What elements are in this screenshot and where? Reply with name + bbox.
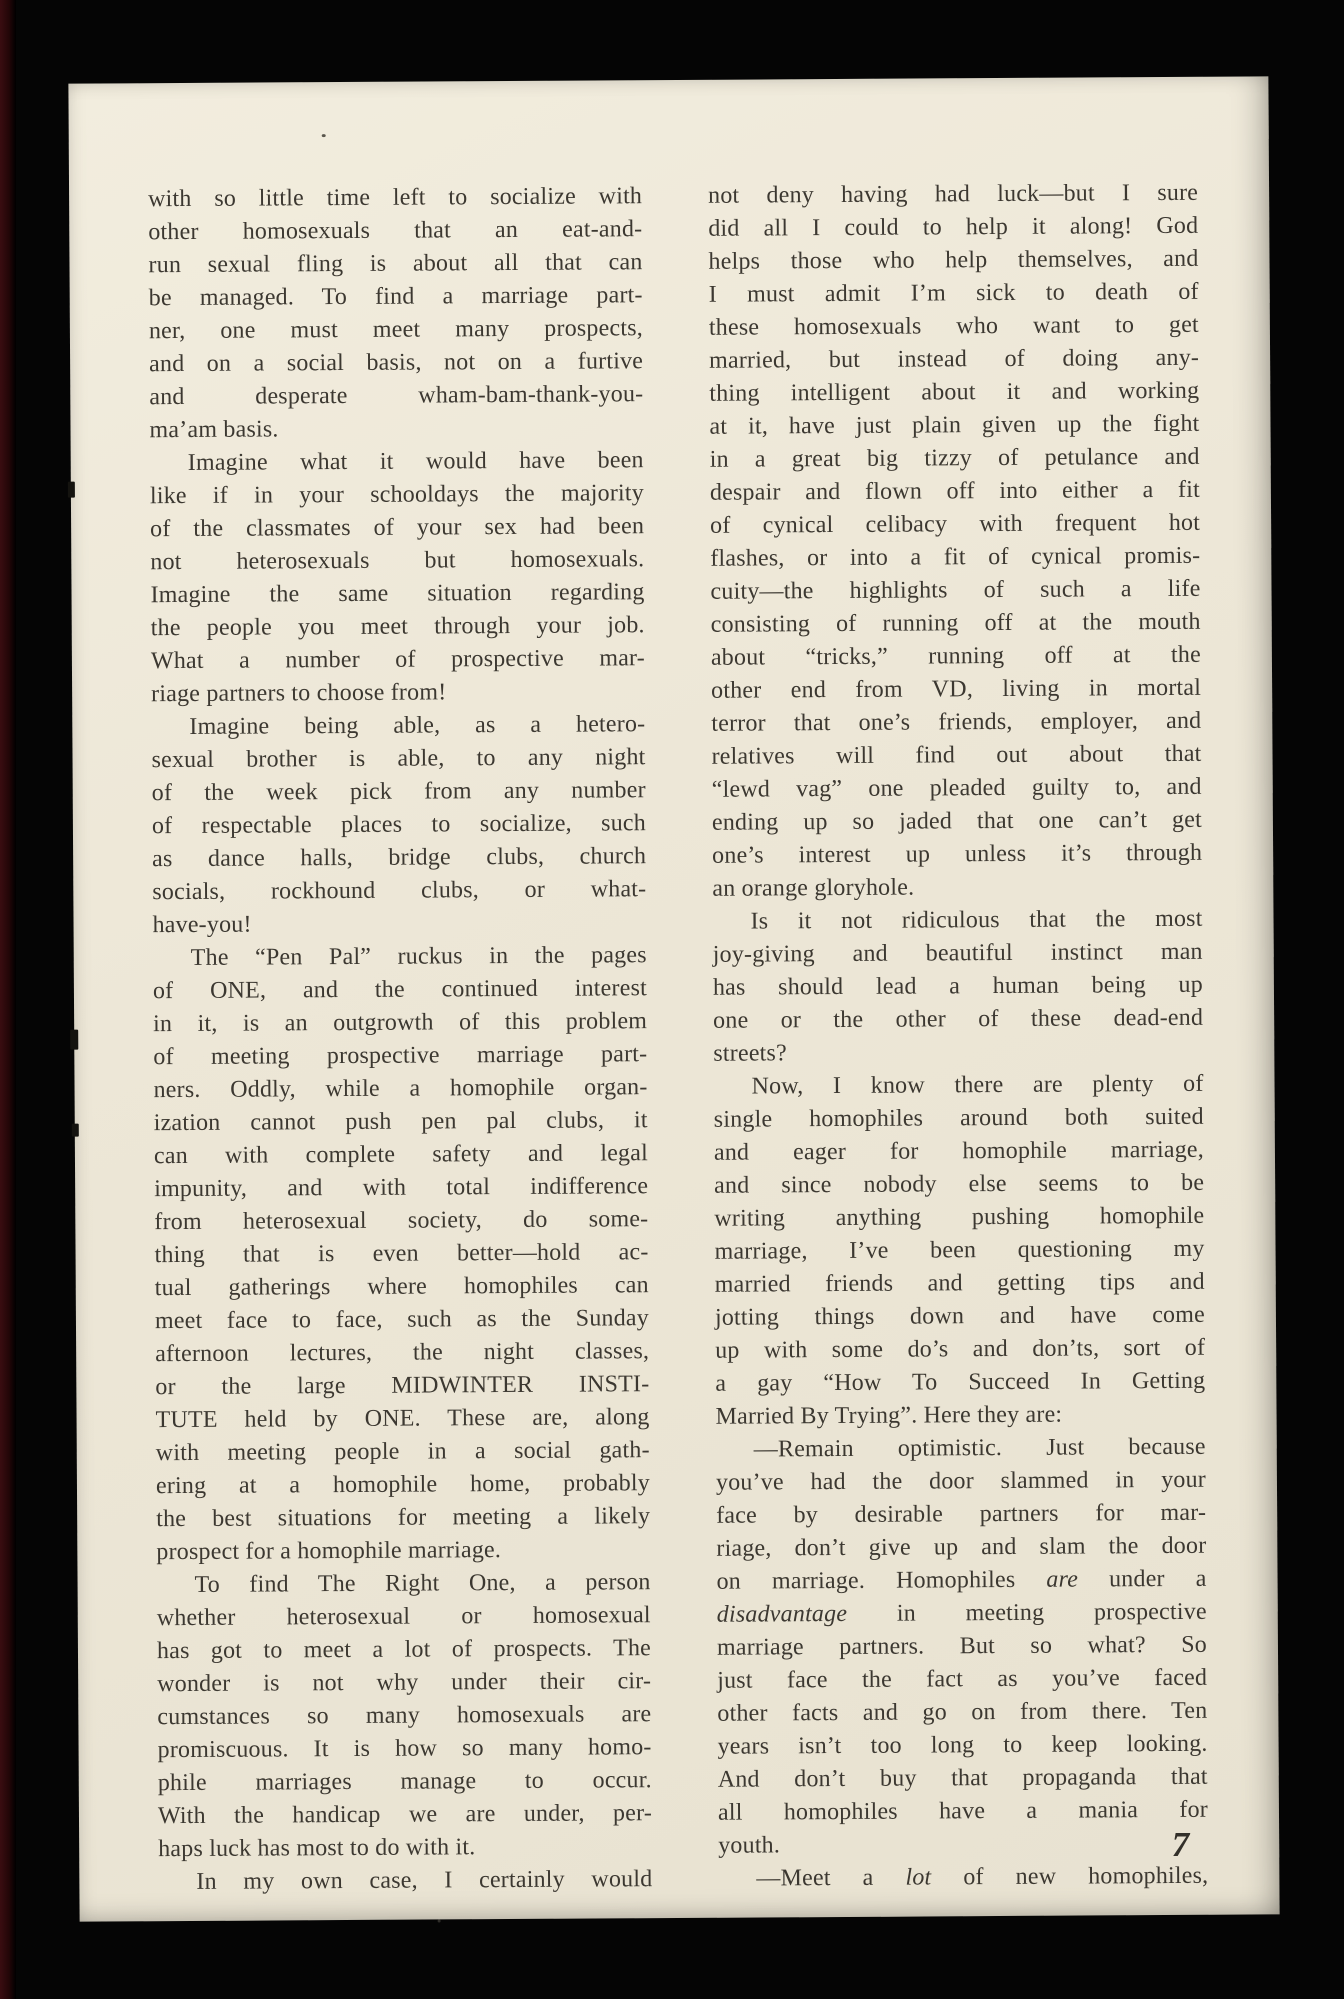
text-line: whether heterosexual or homosexual (156, 1602, 651, 1632)
binding-edge (0, 0, 16, 1999)
column-left (148, 180, 652, 1899)
text-line: ering at a homophile home, probably (155, 1470, 651, 1500)
text-line: impunity, and with total indifference (154, 1173, 649, 1203)
page-number: 7 (1171, 1824, 1190, 1864)
text-line: jotting things down and have come (714, 1301, 1206, 1331)
text-line: all homophiles have a mania for (717, 1796, 1209, 1826)
text-line: helps those who help themselves, and (708, 245, 1199, 275)
text-line: streets? (713, 1040, 787, 1067)
text-line: ma’am basis. (149, 416, 279, 444)
text-line: and desperate wham-bam-thank-you- (149, 381, 644, 411)
paragraph (713, 1068, 1205, 1434)
text-line: promiscuous. It is how so many homo- (157, 1734, 652, 1764)
text-line: these homosexuals who want to get (708, 311, 1199, 341)
paragraph (708, 177, 1202, 906)
text-line: from heterosexual society, do some- (154, 1206, 649, 1236)
text-line: riage, don’t give up and slam the door (716, 1532, 1207, 1562)
text-line: up with some do’s and don’ts, sort of (715, 1334, 1206, 1364)
text-line: other homosexuals that an eat-and- (148, 216, 643, 246)
text-line: of cynical celibacy with frequent hot (710, 509, 1201, 539)
text-line: one or the other of these dead-end (713, 1004, 1204, 1034)
text-line: haps luck has most to do with it. (158, 1834, 476, 1863)
text-line: joy-giving and beautiful instinct man (712, 938, 1203, 968)
page-edge-mark (72, 1124, 79, 1137)
text-line: be managed. To find a marriage part- (148, 282, 643, 312)
text-line: riage partners to choose from! (151, 679, 447, 708)
text-line: with so little time left to socialize with (148, 183, 643, 213)
text-line: “lewd vag” one pleaded guilty to, and (711, 773, 1202, 803)
text-line: To find The Right One, a person (194, 1569, 651, 1598)
text-line: ization cannot push pen pal clubs, it (153, 1107, 648, 1137)
text-line: like if in your schooldays the majority (149, 480, 644, 510)
paragraph (158, 1863, 652, 1899)
text-line: thing that is even better—hold ac- (154, 1239, 649, 1269)
text-line: —Meet a lot of new homophiles, (756, 1862, 1209, 1892)
text-line: in a great big tizzy of petulance and (709, 443, 1200, 473)
text-line: the best situations for meeting a likely (156, 1503, 651, 1533)
text-line: wonder is not why under their cir- (157, 1668, 652, 1698)
text-line: married, but instead of doing any- (709, 344, 1200, 374)
text-line: the people you meet through your job. (150, 612, 645, 642)
paragraph (148, 180, 644, 447)
text-line: consisting of running off at the mouth (710, 608, 1201, 638)
text-line: The “Pen Pal” ruckus in the pages (190, 942, 647, 971)
text-line: marriage, I’ve been questioning my (714, 1235, 1205, 1265)
text-line: disadvantage in meeting prospective (716, 1598, 1207, 1628)
magazine-page (68, 76, 1279, 1921)
text-line: ner, one must meet many prospects, (148, 315, 643, 345)
text-line: other end from VD, living in mortal (711, 674, 1202, 704)
text-line: did all I could to help it along! God (708, 212, 1199, 242)
text-line: with meeting people in a social gath- (155, 1437, 650, 1467)
text-line: In my own case, I certainly would (196, 1866, 653, 1895)
text-line: a gay “How To Succeed In Getting (715, 1367, 1206, 1397)
text-line: on marriage. Homophiles are under a (716, 1565, 1207, 1595)
ink-speck (438, 1919, 441, 1922)
text-line: —Remain optimistic. Just because (753, 1433, 1206, 1463)
text-line: Imagine being able, as a hetero- (189, 711, 646, 740)
text-line: writing anything pushing homophile (714, 1202, 1205, 1232)
text-line: of ONE, and the continued interest (152, 975, 648, 1005)
text-line: and on a social basis, not on a furtive (149, 348, 644, 378)
text-line: relatives will find out about that (711, 740, 1202, 770)
text-line: have-you! (152, 911, 252, 939)
text-line: cuity—the highlights of such a life (710, 575, 1201, 605)
text-line: has should lead a human being up (712, 971, 1204, 1001)
text-line: as dance halls, bridge clubs, church (152, 843, 647, 873)
text-line: of meeting prospective marriage part- (153, 1041, 648, 1071)
text-line: terror that one’s friends, employer, and (711, 707, 1202, 737)
text-line: phile marriages manage to occur. (157, 1767, 652, 1797)
text-line: Is it not ridiculous that the most (750, 905, 1203, 935)
page-edge-mark (68, 482, 75, 498)
text-line: face by desirable partners for mar- (716, 1499, 1207, 1529)
text-line: ending up so jaded that one can’t get (711, 806, 1202, 836)
text-line: Imagine what it would have been (187, 447, 644, 476)
text-line: prospect for a homophile marriage. (156, 1537, 502, 1566)
text-line: years isn’t too long to keep looking. (717, 1730, 1208, 1760)
text-line: meet face to face, such as the Sunday (154, 1305, 650, 1335)
text-line: or the large MIDWINTER INSTI- (155, 1371, 650, 1401)
column-right (708, 177, 1208, 1896)
text-line: Now, I know there are plenty of (751, 1070, 1204, 1100)
text-line: What a number of prospective mar- (150, 645, 645, 675)
text-line: just face the fact as you’ve faced (717, 1664, 1208, 1694)
text-line: tual gatherings where homophiles can (154, 1272, 649, 1302)
paragraph (716, 1431, 1209, 1863)
text-line: marriage partners. But so what? So (716, 1631, 1208, 1661)
text-line: despair and flown off into either a fit (709, 476, 1200, 506)
text-line: has got to meet a lot of prospects. The (156, 1635, 652, 1665)
paragraph (151, 708, 646, 942)
text-line: And don’t buy that propaganda that (717, 1763, 1208, 1793)
paragraph (712, 903, 1203, 1071)
ink-speck (322, 134, 326, 137)
text-line: of respectable places to socialize, such (151, 810, 647, 840)
text-line: sexual brother is able, to any night (151, 744, 646, 774)
paragraph (153, 939, 651, 1569)
text-line: married friends and getting tips and (714, 1268, 1205, 1298)
text-line: socials, rockhound clubs, or what- (152, 876, 647, 906)
text-line: about “tricks,” running off at the (710, 641, 1201, 671)
text-line: at it, have just plain given up the fight (709, 410, 1200, 440)
text-line: youth. (718, 1832, 781, 1859)
text-line: afternoon lectures, the night classes, (155, 1338, 650, 1368)
text-line: and eager for homophile marriage, (713, 1136, 1205, 1166)
paragraph (718, 1860, 1208, 1896)
text-line: can with complete safety and legal (153, 1140, 649, 1170)
text-line: not heterosexuals but homosexuals. (150, 546, 645, 576)
text-line: With the handicap we are under, per- (157, 1800, 653, 1830)
text-line: one’s interest up unless it’s through (712, 839, 1203, 869)
text-line: ners. Oddly, while a homophile organ- (153, 1074, 648, 1104)
text-line: not deny having had luck—but I sure (708, 179, 1199, 209)
text-line: and since nobody else seems to be (714, 1169, 1205, 1199)
text-line: run sexual fling is about all that can (148, 249, 643, 279)
text-line: Married By Trying”. Here they are: (715, 1401, 1063, 1430)
text-line: thing intelligent about it and working (709, 377, 1200, 407)
text-line: of the classmates of your sex had been (150, 513, 645, 543)
text-columns (148, 177, 1208, 1899)
text-line: cumstances so many homosexuals are (157, 1701, 652, 1731)
paragraph (150, 444, 646, 711)
text-line: flashes, or into a fit of cynical promis- (710, 542, 1201, 572)
text-line: in it, is an outgrowth of this problem (153, 1008, 648, 1038)
text-line: TUTE held by ONE. These are, along (155, 1404, 650, 1434)
text-line: you’ve had the door slammed in your (715, 1466, 1207, 1496)
text-line: I must admit I’m sick to death of (708, 278, 1199, 308)
text-line: an orange gloryhole. (712, 874, 915, 902)
text-line: Imagine the same situation regarding (150, 579, 645, 609)
text-line: single homophiles around both suited (713, 1103, 1204, 1133)
page-edge-mark (70, 1030, 78, 1050)
text-line: other facts and go on from there. Ten (717, 1697, 1208, 1727)
text-line: of the week pick from any number (151, 777, 646, 807)
paragraph (156, 1566, 652, 1866)
